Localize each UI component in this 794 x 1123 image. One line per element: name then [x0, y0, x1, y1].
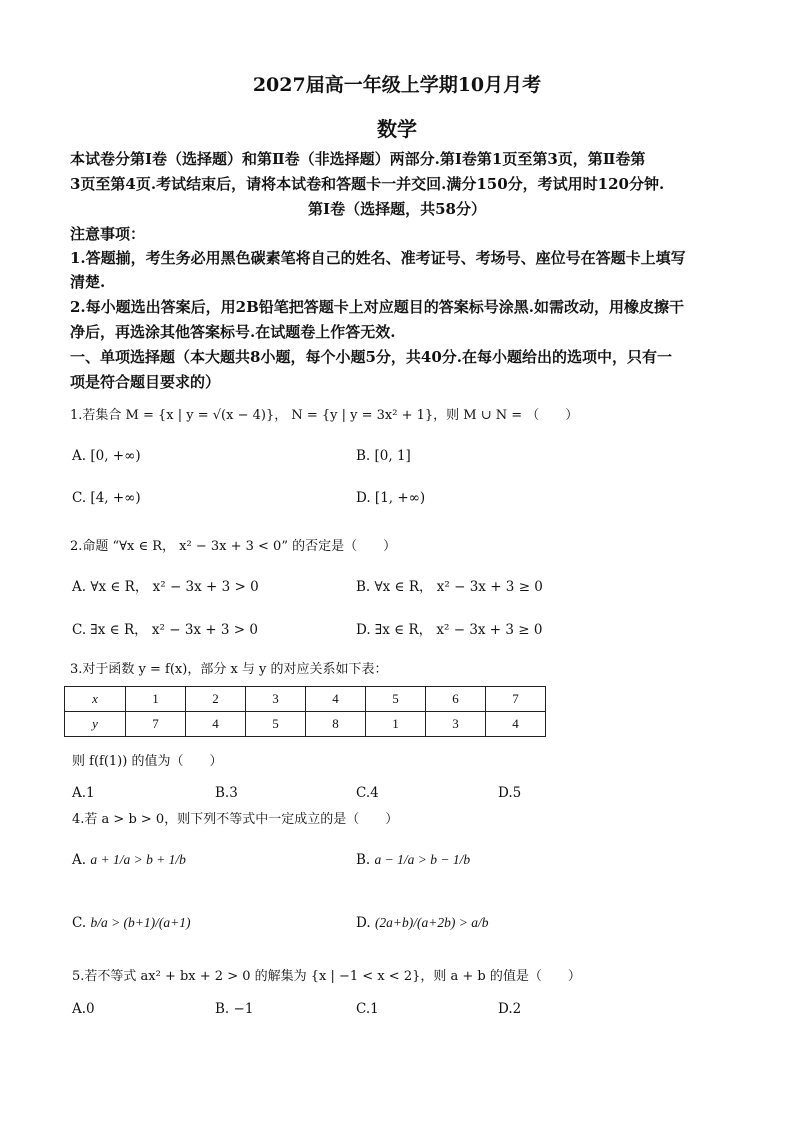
table-cell: 1	[126, 687, 186, 712]
q5-option-b: B. −1	[215, 1001, 254, 1017]
table-cell: 7	[126, 712, 186, 737]
q1-option-d: D. [1, +∞)	[356, 490, 426, 506]
table-cell: 4	[306, 687, 366, 712]
q5-stem: 5.若不等式 ax² + bx + 2 > 0 的解集为 {x | −1 < x < 2}，则 a + b 的值是（ ）	[72, 969, 581, 984]
table-header-y: y	[65, 712, 126, 737]
note-2-line-1: 2.每小题选出答案后，用2B铅笔把答题卡上对应题目的答案标号涂黑.如需改动，用橡皮擦干	[70, 298, 685, 316]
q4-option-c-label: C.	[72, 915, 87, 931]
note-1-line-1: 1.答题揃，考生务必用黑色碳素笔将自己的姓名、准考证号、考场号、座位号在答题卡上填写	[70, 249, 686, 267]
q2-stem: 2.命题 “∀x ∈ R， x² − 3x + 3 < 0” 的否定是（ ）	[70, 539, 397, 554]
q3-option-b: B.3	[215, 785, 238, 801]
part1-line-1: 一、单项选择题（本大题共8小题，每个小题5分，共40分.在每小题给出的选项中，只有一	[70, 348, 672, 366]
table-cell: 3	[246, 687, 306, 712]
note-1-line-2: 清楚.	[70, 273, 106, 291]
q3-stem: 3.对于函数 y = f(x)，部分 x 与 y 的对应关系如下表：	[70, 662, 388, 677]
table-cell: 4	[486, 712, 546, 737]
q4-option-b-label: B.	[356, 852, 371, 868]
q4-option-a-label: A.	[72, 852, 87, 868]
q4-option-a	[72, 852, 186, 868]
intro-line-1: 本试卷分第Ⅰ卷（选择题）和第Ⅱ卷（非选择题）两部分.第Ⅰ卷第1页至第3页，第Ⅱ卷第	[70, 150, 646, 168]
table-cell: 1	[366, 712, 426, 737]
q5-option-c: C.1	[356, 1001, 379, 1017]
q3-option-d: D.5	[498, 785, 522, 801]
q4-option-c-expr: b/a > (b+1)/(a+1)	[90, 915, 191, 930]
table-row-y	[65, 712, 546, 737]
subject-title: 数学	[377, 117, 417, 141]
table-header-x: x	[65, 687, 126, 712]
table-cell: 6	[426, 687, 486, 712]
q1-option-a: A. [0, +∞)	[72, 448, 141, 464]
q4-option-b-expr: a − 1/a > b − 1/b	[374, 852, 471, 867]
q1-option-b: B. [0, 1]	[356, 448, 411, 464]
q3-option-c: C.4	[356, 785, 379, 801]
q2-option-c: C. ∃x ∈ R， x² − 3x + 3 > 0	[72, 622, 258, 638]
q4-option-c	[72, 915, 191, 931]
table-cell: 8	[306, 712, 366, 737]
q4-option-a-expr: a + 1/a > b + 1/b	[90, 852, 186, 867]
section-title: 第Ⅰ卷（选择题，共58分）	[308, 200, 486, 218]
table-cell: 7	[486, 687, 546, 712]
function-value-table	[64, 686, 546, 737]
q3-option-a: A.1	[72, 785, 95, 801]
q1-stem: 1.若集合 M = {x | y = √(x − 4)}， N = {y | y = 3x² + 1}，则 M ∪ N = （ ）	[70, 408, 579, 423]
table-row-x	[65, 687, 546, 712]
intro-line-2: 3页至第4页.考试结束后，请将本试卷和答题卡一并交回.满分150分，考试用时120分钟.	[70, 175, 665, 193]
exam-title: 2027届高一年级上学期10月月考	[252, 74, 542, 96]
q4-option-d-expr: (2a+b)/(a+2b) > a/b	[374, 915, 489, 930]
table-cell: 4	[186, 712, 246, 737]
table-cell: 3	[426, 712, 486, 737]
q4-option-b	[356, 852, 470, 868]
table-cell: 5	[366, 687, 426, 712]
part1-line-2: 项是符合题目要求的）	[70, 373, 221, 391]
q4-stem: 4.若 a > b > 0，则下列不等式中一定成立的是（ ）	[72, 812, 399, 827]
notes-heading: 注意事项：	[70, 225, 146, 243]
table-cell: 5	[246, 712, 306, 737]
q5-option-d: D.2	[498, 1001, 522, 1017]
q1-option-c: C. [4, +∞)	[72, 490, 141, 506]
q4-option-d	[356, 915, 489, 931]
q2-option-d: D. ∃x ∈ R， x² − 3x + 3 ≥ 0	[356, 622, 543, 638]
note-2-line-2: 净后，再选涂其他答案标号.在试题卷上作答无效.	[70, 323, 396, 341]
q5-option-a: A.0	[72, 1001, 95, 1017]
q4-option-d-label: D.	[356, 915, 371, 931]
q2-option-b: B. ∀x ∈ R， x² − 3x + 3 ≥ 0	[356, 579, 543, 595]
q3-ask: 则 f(f(1)) 的值为（ ）	[72, 754, 223, 769]
table-cell: 2	[186, 687, 246, 712]
q2-option-a: A. ∀x ∈ R， x² − 3x + 3 > 0	[72, 579, 259, 595]
